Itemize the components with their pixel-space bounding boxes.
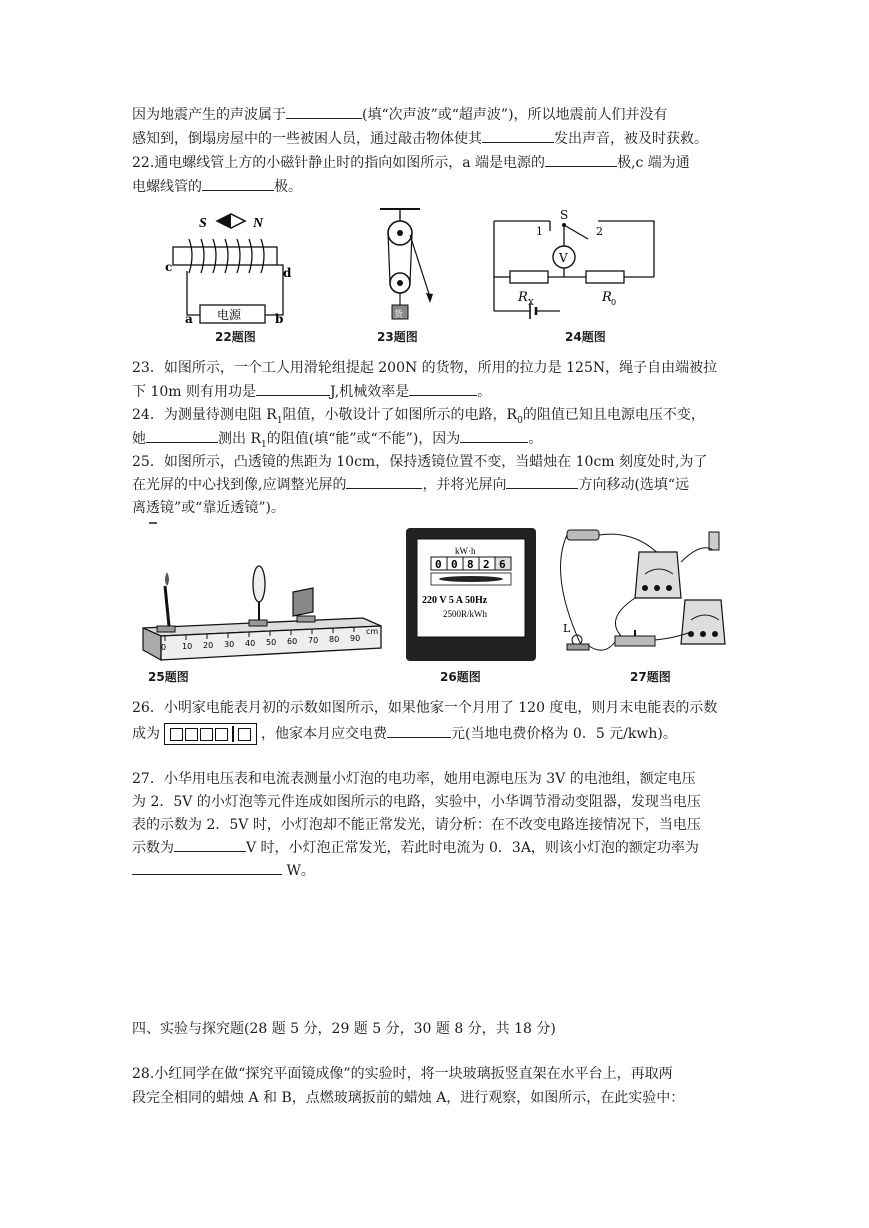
- q22-line-2: 电螺线管的 极。: [132, 176, 752, 198]
- resistor-r0: [586, 271, 624, 283]
- meter-disc: [439, 576, 503, 582]
- figure-23-caption: 23题图: [377, 330, 418, 344]
- meter-digit-display: [431, 557, 511, 571]
- q23-line-2: 下 10m 则有用功是 J,机械效率是 。: [132, 381, 752, 403]
- q24-line-1: 24．为测量待测电阻 $R_1$阻值，小敬设计了如图所示的电路，$R_0$的阻值已知且电源电压不变，: [132, 407, 705, 426]
- q23-line-1: 23．如图所示，一个工人用滑轮组提起 200N 的货物，所用的拉力是 125N，绳子自由端被拉: [132, 360, 718, 376]
- figure-26: [405, 527, 537, 662]
- figure-22: [165, 205, 300, 345]
- figure-23: [370, 205, 440, 330]
- magnet-n-label: N: [253, 216, 264, 231]
- svg-text:a: a: [185, 312, 193, 326]
- section-4-title: 四、实验与探究题(28 题 5 分，29 题 5 分，30 题 8 分，共 18 分): [132, 1021, 556, 1037]
- svg-text:R: R: [602, 290, 612, 305]
- solenoid-core: [173, 247, 277, 265]
- answer-blank[interactable]: [286, 104, 362, 119]
- candle: [165, 586, 169, 626]
- answer-blank[interactable]: [545, 152, 617, 167]
- svg-text:d: d: [283, 266, 292, 280]
- ruler-tick-label: 20: [203, 641, 214, 650]
- figure-27-caption: 27题图: [630, 670, 671, 684]
- convex-lens: [253, 566, 265, 602]
- figure-27: [545, 522, 735, 667]
- answer-blank[interactable]: [346, 474, 422, 489]
- flame-icon: [165, 572, 169, 586]
- ruler-tick-label: 50: [266, 638, 277, 647]
- ammeter: [681, 600, 725, 644]
- ruler-tick-label: 40: [245, 639, 256, 648]
- ruler-tick-label: 0: [161, 643, 167, 652]
- q25-line-3: 离透镜”或“靠近透镜”)。: [132, 500, 285, 516]
- meter-rate: 2500R/kWh: [443, 609, 487, 619]
- svg-text:电源: 电源: [217, 308, 242, 322]
- figure-24-caption: 24题图: [565, 330, 606, 344]
- resistor-rx: [510, 271, 548, 283]
- q25-line-1: 25．如图所示，凸透镜的焦距为 10cm，保持透镜位置不变，当蜡烛在 10cm 刻度处时,为了: [132, 454, 708, 470]
- q22-line-1: 22.通电螺线管上方的小磁针静止时的指向如图所示，a 端是电源的 极,c 端为通: [132, 152, 752, 174]
- svg-text:1: 1: [536, 225, 543, 238]
- svg-text:R: R: [518, 290, 528, 305]
- rheostat: [615, 636, 655, 646]
- q27-line-4: 示数为 V 时，小灯泡正常发光，若此时电流为 0．3A，则该小灯泡的额定功率为: [132, 837, 752, 859]
- svg-text:0: 0: [611, 298, 617, 307]
- q25-line-2: 在光屏的中心找到像,应调整光屏的 ，并将光屏向 方向移动(选填“远: [132, 474, 752, 496]
- svg-text:X: X: [528, 298, 534, 307]
- svg-text:S: S: [560, 208, 569, 222]
- meter-digit: 0: [451, 558, 458, 571]
- voltmeter: [635, 552, 681, 598]
- svg-text:cm: cm: [366, 627, 379, 636]
- answer-blank[interactable]: [174, 837, 246, 852]
- svg-text:kW·h: kW·h: [455, 546, 476, 556]
- svg-text:b: b: [275, 312, 284, 326]
- ruler-tick-label: 60: [287, 637, 298, 646]
- answer-blank[interactable]: [132, 860, 282, 875]
- figure-22-caption: 22题图: [215, 330, 256, 344]
- answer-blank[interactable]: [146, 428, 218, 443]
- meter-digit: 6: [499, 558, 506, 571]
- ruler-tick-label: 10: [182, 642, 193, 651]
- meter-reading-boxes[interactable]: [164, 723, 257, 745]
- pull-arrow-icon: [426, 293, 433, 303]
- q28-line-2: 段完全相同的蜡烛 A 和 B，点燃玻璃扳前的蜡烛 A，进行观察，如图所示，在此实验中：: [132, 1090, 685, 1106]
- q27-line-1: 27．小华用电压表和电流表测量小灯泡的电功率，她用电源电压为 3V 的电池组，额定电压: [132, 771, 696, 787]
- q26-line-2: 成为 ，他家本月应交电费 元(当地电费价格为 0．5 元/kwh)。: [132, 722, 752, 746]
- svg-text:2: 2: [596, 225, 603, 238]
- ruler-tick-label: 30: [224, 640, 235, 649]
- meter-digit: 0: [435, 558, 442, 571]
- ruler-tick-label: 70: [308, 636, 319, 645]
- switch: [709, 532, 719, 550]
- screen: [293, 588, 313, 616]
- figure-24: [488, 205, 663, 330]
- magnet-s-label: S: [199, 216, 207, 231]
- svg-text:货: 货: [394, 310, 404, 320]
- ruler-tick-label: 90: [350, 634, 361, 643]
- battery-pack: [567, 530, 599, 540]
- svg-text:V: V: [559, 251, 568, 265]
- switch-blade: [564, 225, 588, 239]
- answer-blank[interactable]: [202, 176, 274, 191]
- answer-blank[interactable]: [256, 381, 330, 396]
- meter-digit: 2: [483, 558, 490, 571]
- meter-spec: 220 V 5 A 50Hz: [422, 595, 488, 606]
- q24-line-2: 她 测出 $R_1$的阻值(填“能”或“不能”)，因为 。: [132, 428, 752, 456]
- figure-25: [135, 522, 390, 672]
- meter-digit: 8: [467, 558, 474, 571]
- answer-blank[interactable]: [506, 474, 578, 489]
- answer-blank[interactable]: [387, 723, 451, 738]
- solenoid-coil: [189, 239, 264, 273]
- q27-line-3: 表的示数为 2．5V 时，小灯泡却不能正常发光，请分析：在不改变电路连接情况下，当电压: [132, 817, 701, 833]
- intro-line-2: 感知到，倒塌房屋中的一些被困人员，通过敲击物体使其 发出声音，被及时获救。: [132, 128, 752, 150]
- q27-line-2: 为 2．5V 的小灯泡等元件连成如图所示的电路，实验中，小华调节滑动变阻器，发现当电压: [132, 794, 701, 810]
- figure-25-caption: 25题图: [148, 670, 189, 684]
- answer-blank[interactable]: [460, 428, 528, 443]
- svg-text:c: c: [165, 260, 173, 274]
- ruler-tick-label: 80: [329, 635, 340, 644]
- intro-line-1: 因为地震产生的声波属于 (填“次声波”或“超声波”)，所以地震前人们并没有: [132, 104, 752, 126]
- answer-blank[interactable]: [482, 128, 554, 143]
- figure-26-caption: 26题图: [440, 670, 481, 684]
- q26-line-1: 26．小明家电能表月初的示数如图所示，如果他家一个月用了 120 度电，则月末电能表的示数: [132, 700, 718, 716]
- q27-line-5: W。: [132, 860, 752, 882]
- answer-blank[interactable]: [409, 381, 477, 396]
- q28-line-1: 28.小红同学在做“探究平面镜成像”的实验时，将一块玻璃扳竖直架在水平台上，再取两: [132, 1066, 673, 1082]
- svg-text:L: L: [563, 622, 571, 635]
